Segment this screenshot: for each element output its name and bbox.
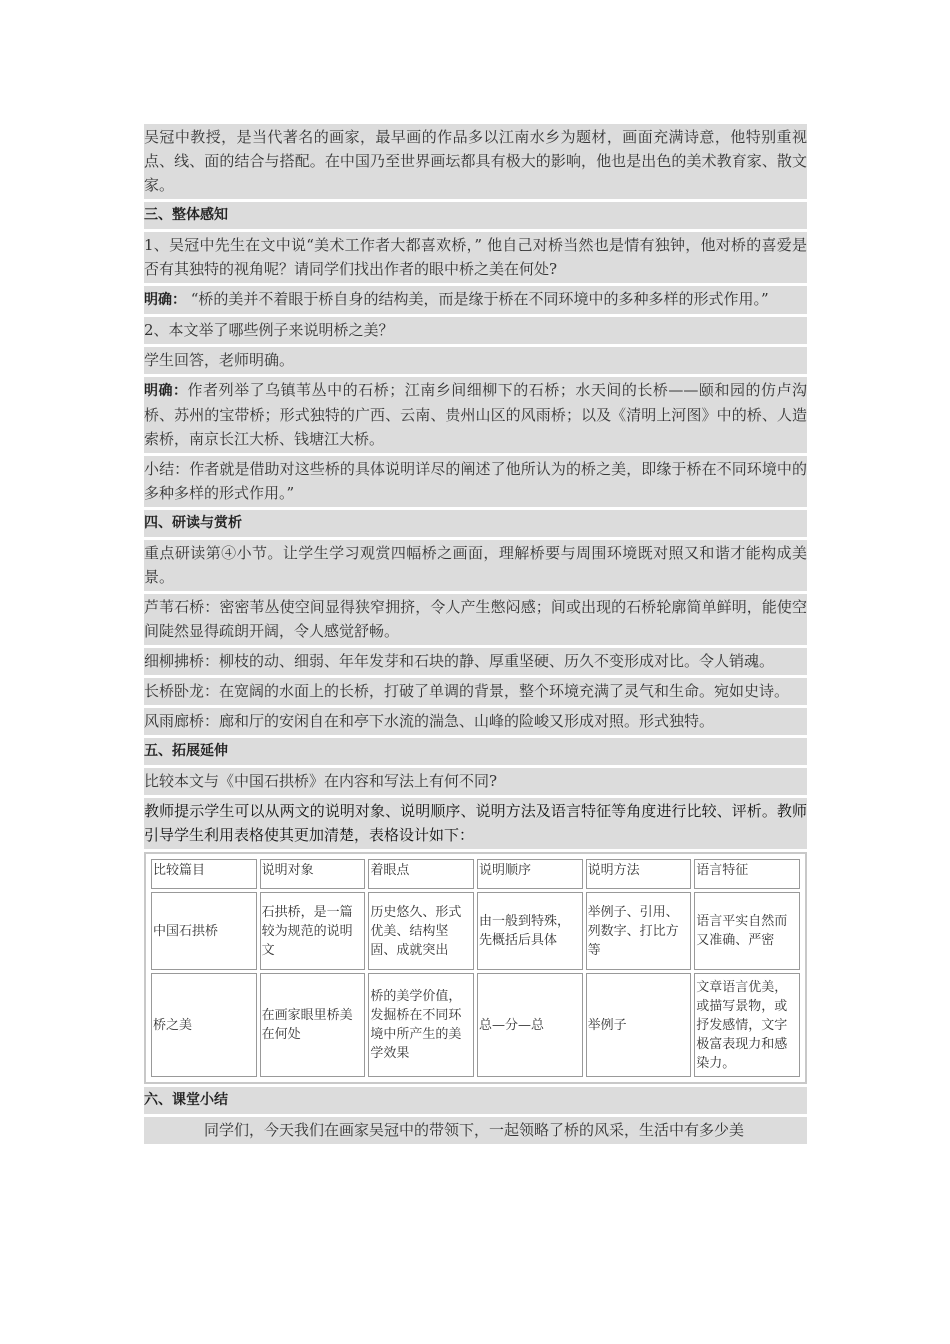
table-cell: 桥之美 — [151, 973, 257, 1077]
table-header-cell: 说明对象 — [260, 859, 366, 889]
table-cell: 在画家眼里桥美在何处 — [260, 973, 366, 1077]
bridge-wind-rain-paragraph: 风雨廊桥：廊和厅的安闲自在和亭下水流的湍急、山峰的险峻又形成对照。形式独特。 — [144, 708, 807, 735]
answer-1-label: 明确： — [144, 292, 186, 308]
table-cell: 文章语言优美，或描写景物，或抒发感情，文字极富表现力和感染力。 — [694, 973, 800, 1077]
table-header-cell: 语言特征 — [694, 859, 800, 889]
document-body — [144, 124, 807, 1147]
comparison-table — [148, 856, 803, 1080]
section-heading-4: 四、研读与赏析 — [144, 510, 807, 537]
table-cell: 总—分—总 — [477, 973, 583, 1077]
table-cell: 石拱桥，是一篇较为规范的说明文 — [260, 892, 366, 970]
answer-1 — [144, 286, 807, 314]
answer-2-label: 明确： — [144, 383, 188, 399]
question-2: 2、本文举了哪些例子来说明桥之美？ — [144, 317, 807, 344]
table-cell: 由一般到特殊，先概括后具体 — [477, 892, 583, 970]
section-heading-5: 五、拓展延伸 — [144, 738, 807, 765]
bridge-long-paragraph: 长桥卧龙：在宽阔的水面上的长桥，打破了单调的背景，整个环境充满了灵气和生命。宛如史诗。 — [144, 678, 807, 705]
answer-note: 学生回答，老师明确。 — [144, 347, 807, 374]
answer-2 — [144, 377, 807, 453]
compare-question: 比较本文与《中国石拱桥》在内容和写法上有何不同? — [144, 768, 807, 795]
table-header-cell: 比较篇目 — [151, 859, 257, 889]
table-header-cell: 着眼点 — [368, 859, 474, 889]
bridge-willow-paragraph: 细柳拂桥：柳枝的动、细弱、年年发芽和石块的静、厚重坚硬、历久不变形成对比。令人销魂。 — [144, 648, 807, 675]
intro-paragraph: 吴冠中教授，是当代著名的画家，最早画的作品多以江南水乡为题材，画面充满诗意，他特别重视点、线、面的结合与搭配。在中国乃至世界画坛都具有极大的影响，他也是出色的美术教育家、散文家。 — [144, 124, 807, 199]
table-cell: 举例子、引用、列数字、打比方等 — [586, 892, 692, 970]
question-1: 1、吴冠中先生在文中说“美术工作者大都喜欢桥，” 他自己对桥当然也是情有独钟，他对桥的喜爱是否有其独特的视角呢？请同学们找出作者的眼中桥之美在何处? — [144, 232, 807, 283]
comparison-table-wrapper — [144, 852, 807, 1084]
table-header-cell: 说明方法 — [586, 859, 692, 889]
table-header-row — [151, 859, 800, 889]
section-heading-3: 三、整体感知 — [144, 202, 807, 229]
summary-paragraph: 小结：作者就是借助对这些桥的具体说明详尽的阐述了他所认为的桥之美，即缘于桥在不同环境中的多种多样的形式作用。” — [144, 456, 807, 507]
table-row — [151, 892, 800, 970]
answer-2-text: 作者列举了乌镇苇丛中的石桥；江南乡间细柳下的石桥；水天间的长桥——颐和园的仿卢沟桥、苏州的宝带桥；形式独特的广西、云南、贵州山区的风雨桥；以及《清明上河图》中的桥、人造索桥，南京长江大桥、钱塘江大桥。 — [144, 381, 807, 448]
section-heading-6: 六、课堂小结 — [144, 1087, 807, 1114]
table-cell: 中国石拱桥 — [151, 892, 257, 970]
table-header-cell: 说明顺序 — [477, 859, 583, 889]
table-cell: 桥的美学价值，发掘桥在不同环境中所产生的美学效果 — [368, 973, 474, 1077]
focus-paragraph: 重点研读第④小节。让学生学习观赏四幅桥之画面，理解桥要与周围环境既对照又和谐才能构成美景。 — [144, 540, 807, 591]
answer-1-text: “桥的美并不着眼于桥自身的结构美，而是缘于桥在不同环境中的多种多样的形式作用。” — [186, 290, 769, 308]
table-row — [151, 973, 800, 1077]
table-cell: 语言平实自然而又准确、严密 — [694, 892, 800, 970]
teacher-hint: 教师提示学生可以从两文的说明对象、说明顺序、说明方法及语言特征等角度进行比较、评析。教师引导学生利用表格使其更加清楚，表格设计如下： — [144, 798, 807, 849]
closing-paragraph: 同学们，今天我们在画家吴冠中的带领下，一起领略了桥的风采，生活中有多少美 — [144, 1117, 807, 1144]
table-cell: 历史悠久、形式优美、结构坚固、成就突出 — [368, 892, 474, 970]
table-cell: 举例子 — [586, 973, 692, 1077]
bridge-reed-paragraph: 芦苇石桥：密密苇丛使空间显得狭窄拥挤，令人产生憋闷感；间或出现的石桥轮廓简单鲜明，能使空间陡然显得疏朗开阔，令人感觉舒畅。 — [144, 594, 807, 645]
